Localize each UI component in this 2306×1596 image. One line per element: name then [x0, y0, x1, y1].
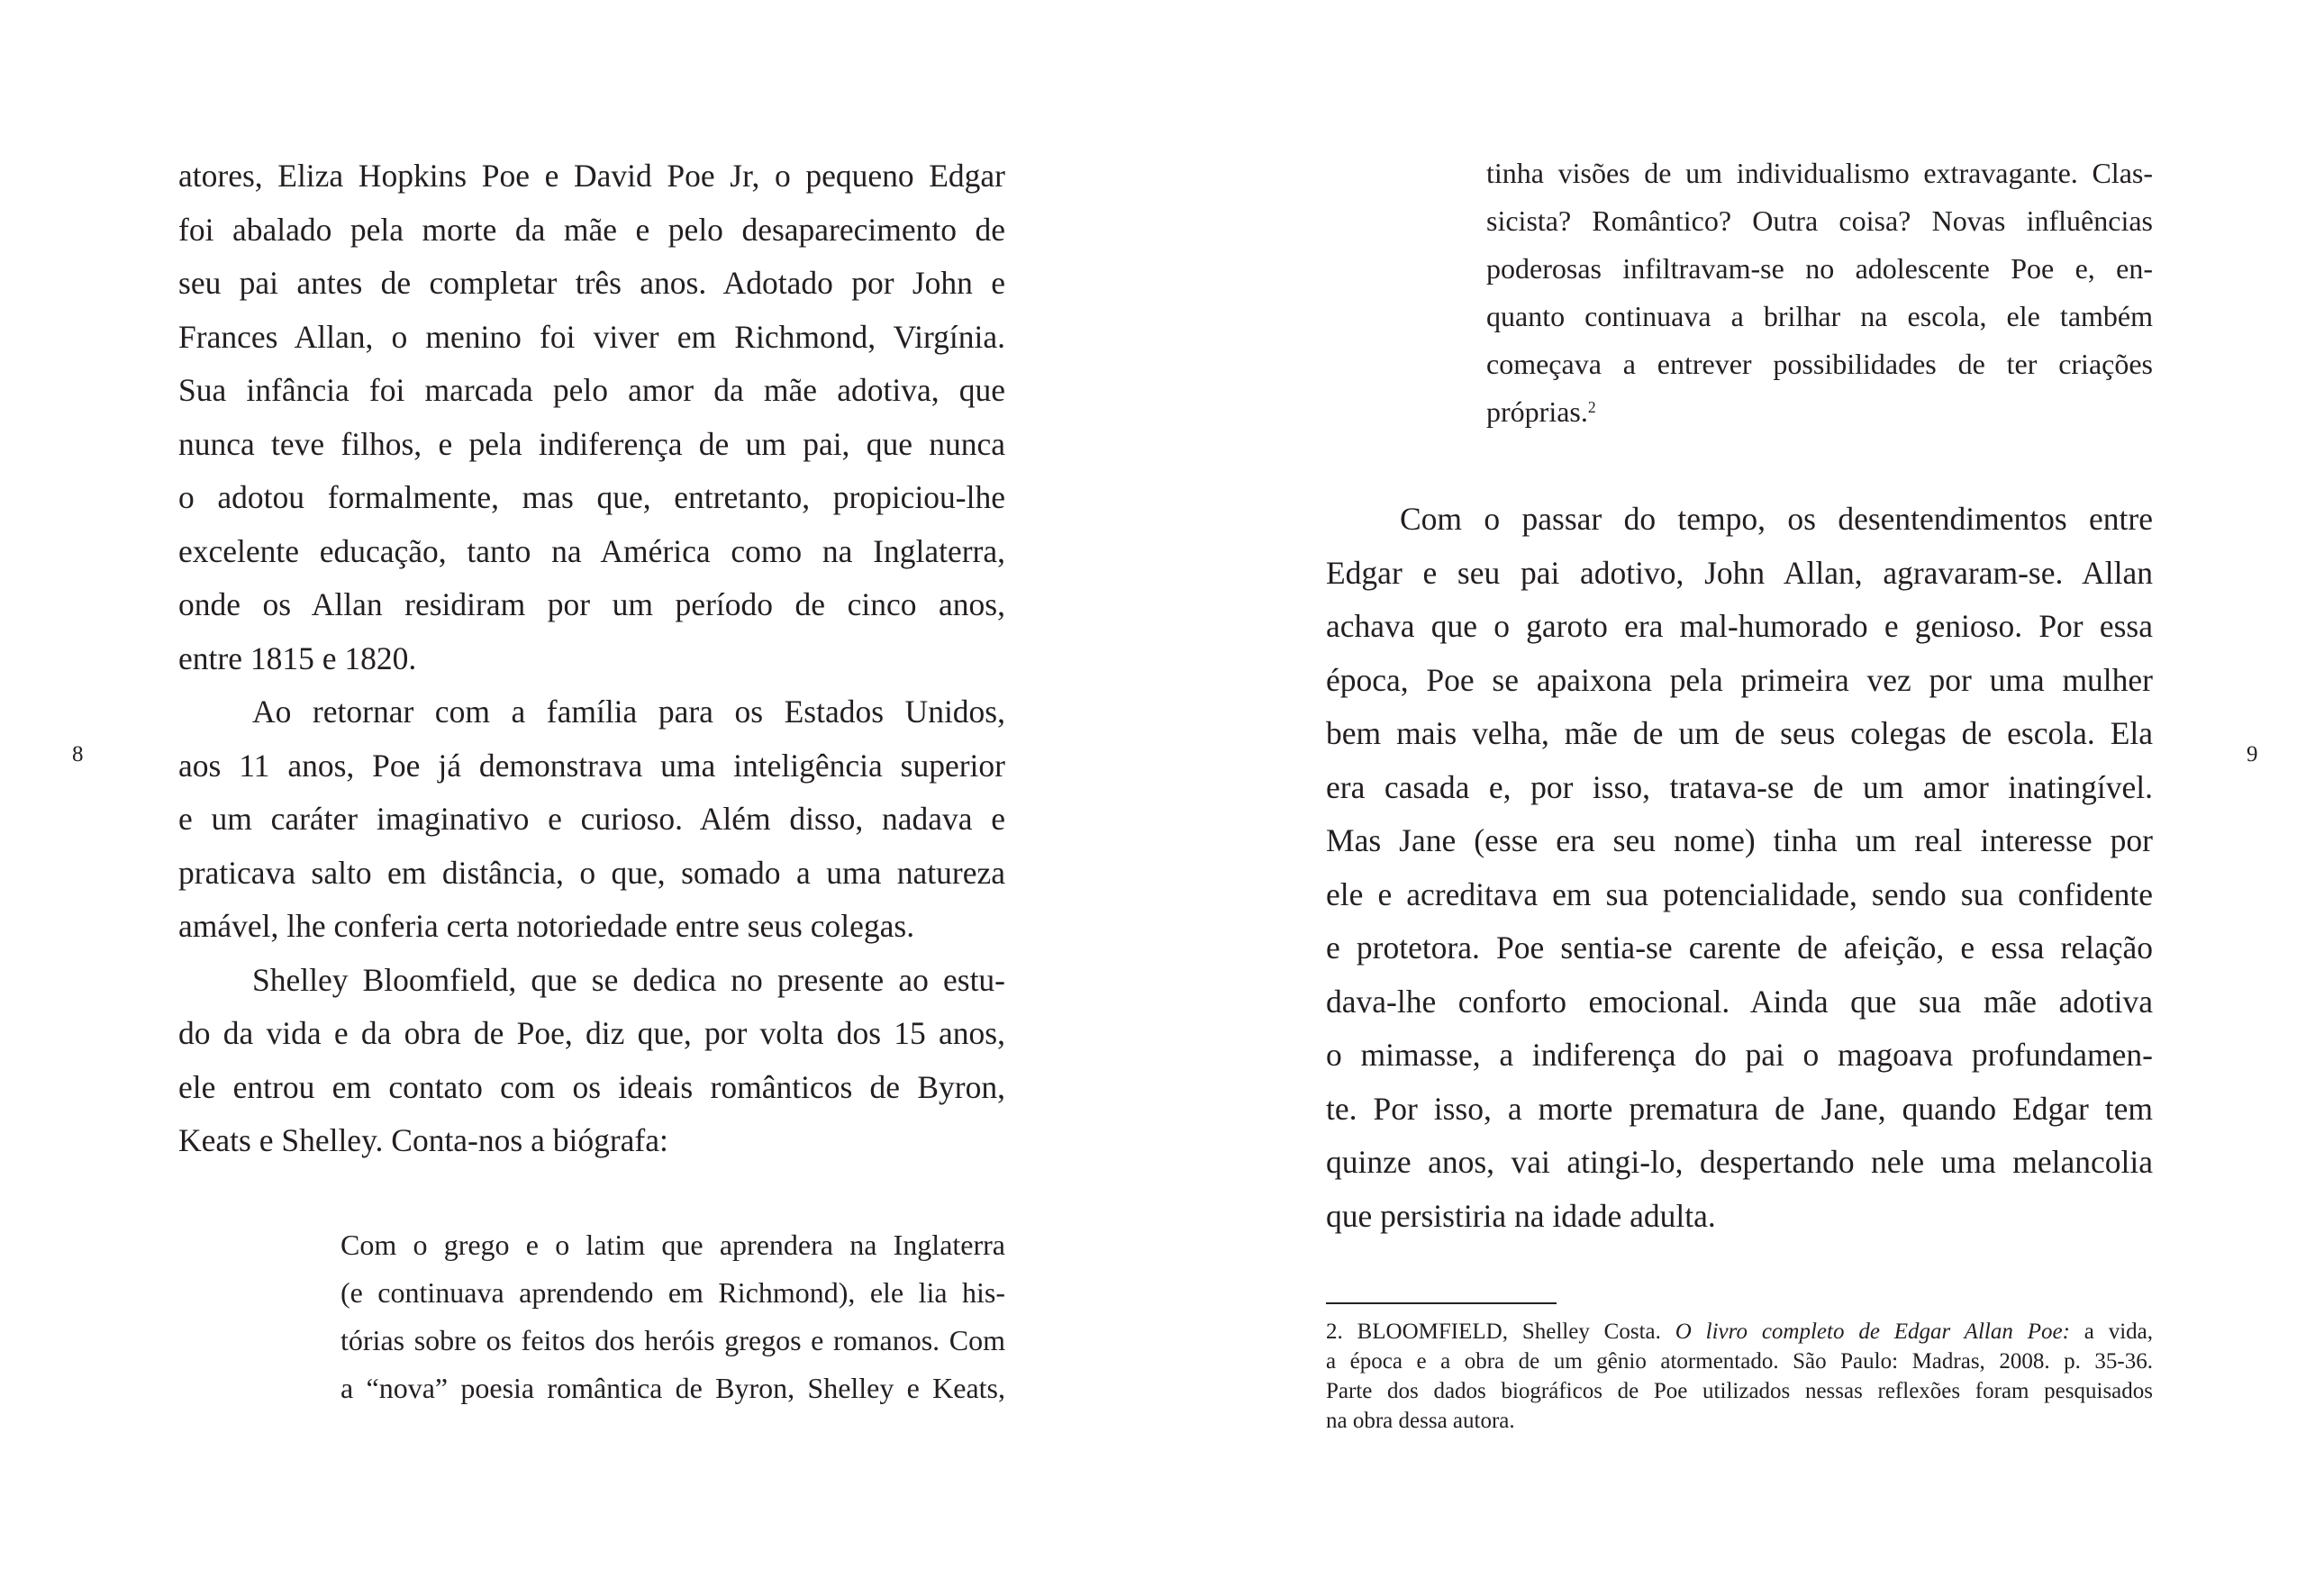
footnote-divider — [1326, 1302, 1557, 1304]
text-line: do da vida e da obra de Poe, diz que, por volta dos 15 anos, — [178, 1015, 1005, 1051]
quote-line: quanto continuava a brilhar na escola, ele também — [1486, 300, 2153, 332]
text-line: entre 1815 e 1820. — [178, 639, 417, 676]
quote-line: tinha visões de um individualismo extravagante. Clas- — [1486, 157, 2153, 189]
footnote — [1326, 1317, 2153, 1436]
paragraph-1 — [178, 150, 1005, 685]
left-body-text — [178, 150, 1005, 1168]
footnote-subtitle-start: a vida, — [2084, 1319, 2154, 1344]
text-line: Keats e Shelley. Conta-nos a biógrafa: — [178, 1122, 668, 1158]
quote-line: começava a entrever possibilidades de ter criações — [1486, 348, 2153, 380]
text-line: bem mais velha, mãe de um de seus colegas de escola. Ela — [1326, 715, 2153, 751]
text-line: que persistiria na idade adulta. — [1326, 1197, 1716, 1234]
text-line: ele e acreditava em sua potencialidade, sendo sua confidente — [1326, 875, 2153, 912]
quote-line: poderosas infiltravam-se no adolescente Poe e, en- — [1486, 252, 2153, 285]
text-line: época, Poe se apaixona pela primeira vez por uma mulher — [1326, 661, 2153, 698]
footnote-reference[interactable]: 2 — [1587, 398, 1596, 417]
text-line: o mimasse, a indiferença do pai o magoava profundamen- — [1326, 1037, 2153, 1073]
text-line: dava-lhe conforto emocional. Ainda que sua mãe adotiva — [1326, 983, 2153, 1020]
page-number-right: 9 — [2247, 742, 2258, 766]
text-line: amável, lhe conferia certa notoriedade entre seus colegas. — [178, 908, 915, 944]
right-body-text — [1326, 493, 2153, 1243]
quote-line: sicista? Romântico? Outra coisa? Novas influências — [1486, 204, 2153, 237]
quote-line — [1486, 388, 2153, 436]
quote-line: Com o grego e o latim que aprendera na Inglaterra — [340, 1229, 1005, 1261]
text-line: Com o passar do tempo, os desentendimentos entre — [1400, 501, 2153, 537]
text-line: praticava salto em distância, o que, somado a uma natureza — [178, 854, 1005, 891]
text-line: seu pai antes de completar três anos. Adotado por John e — [178, 265, 1005, 301]
footnote-line — [1326, 1317, 2153, 1347]
block-quote-continued — [1486, 150, 2153, 436]
quote-line: (e continuava aprendendo em Richmond), ele lia his- — [340, 1276, 1005, 1309]
quote-line: a “nova” poesia romântica de Byron, Shelley e Keats, — [340, 1372, 1005, 1404]
text-line: Shelley Bloomfield, que se dedica no presente ao estu- — [252, 961, 1005, 998]
text-line: o adotou formalmente, mas que, entretanto, propiciou-lhe — [178, 479, 1005, 515]
quote-line: tórias sobre os feitos dos heróis gregos e romanos. Com — [340, 1324, 1005, 1356]
text-line: foi abalado pela morte da mãe e pelo desaparecimento de — [178, 211, 1005, 248]
footnote-book-title: O livro completo de Edgar Allan Poe: — [1675, 1319, 2070, 1344]
text-line: e um caráter imaginativo e curioso. Além disso, nadava e — [178, 801, 1005, 837]
paragraph-3 — [178, 954, 1005, 1168]
text-line: quinze anos, vai atingi-lo, despertando nele uma melancolia — [1326, 1144, 2153, 1180]
text-line: atores, Eliza Hopkins Poe e David Poe Jr, o pequeno Edgar — [178, 158, 1005, 194]
text-line: e protetora. Poe sentia-se carente de afeição, e essa relação — [1326, 929, 2153, 966]
footnote-line: a época e a obra de um gênio atormentado. São Paulo: Madras, 2008. p. 35-36. — [1326, 1349, 2153, 1374]
footnote-citation: 2. BLOOMFIELD, Shelley Costa. — [1326, 1319, 1661, 1344]
footnote-line: Parte dos dados biográficos de Poe utilizados nessas reflexões foram pesquisados — [1326, 1379, 2153, 1403]
block-quote — [340, 1221, 1005, 1412]
text-line: nunca teve filhos, e pela indiferença de um pai, que nunca — [178, 425, 1005, 462]
text-line: onde os Allan residiram por um período de cinco anos, — [178, 586, 1005, 622]
paragraph-2 — [178, 685, 1005, 954]
text-line: achava que o garoto era mal-humorado e genioso. Por essa — [1326, 608, 2153, 644]
text-line: te. Por isso, a morte prematura de Jane, quando Edgar tem — [1326, 1090, 2153, 1127]
text-line: excelente educação, tanto na América como na Inglaterra, — [178, 532, 1005, 569]
text-line: Ao retornar com a família para os Estados Unidos, — [252, 694, 1005, 730]
page-number-left: 8 — [72, 742, 84, 766]
quote-last-word: próprias. — [1486, 395, 1588, 428]
text-line: Sua infância foi marcada pelo amor da mãe adotiva, que — [178, 372, 1005, 408]
text-line: ele entrou em contato com os ideais românticos de Byron, — [178, 1068, 1005, 1105]
text-line: aos 11 anos, Poe já demonstrava uma inteligência superior — [178, 747, 1005, 784]
text-line: Frances Allan, o menino foi viver em Richmond, Virgínia. — [178, 318, 1005, 355]
text-line: Mas Jane (esse era seu nome) tinha um real interesse por — [1326, 822, 2153, 858]
text-line: era casada e, por isso, tratava-se de um amor inatingível. — [1326, 768, 2153, 805]
footnote-line: na obra dessa autora. — [1326, 1409, 1515, 1433]
text-line: Edgar e seu pai adotivo, John Allan, agravaram-se. Allan — [1326, 554, 2153, 591]
